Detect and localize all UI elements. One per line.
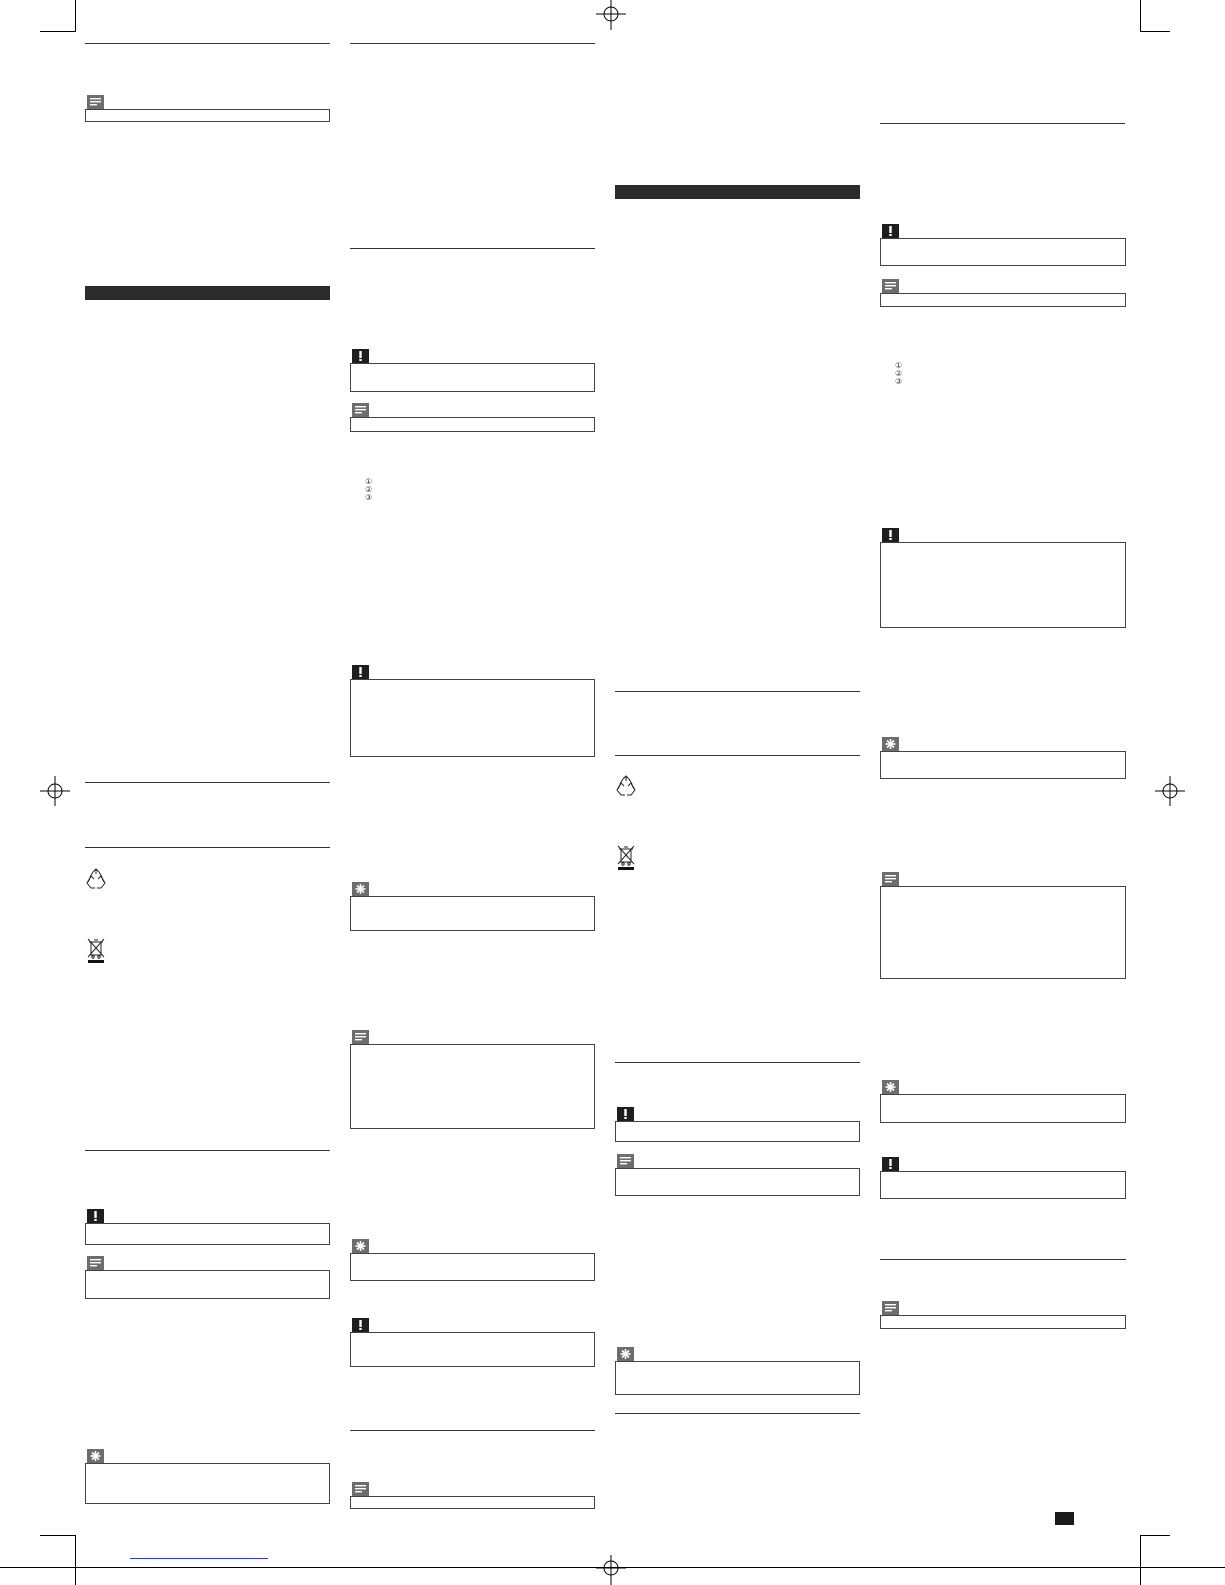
recycle-icon xyxy=(615,775,637,797)
asterisk-icon xyxy=(352,1239,369,1253)
section-rule xyxy=(880,123,1125,124)
recycle-icon xyxy=(85,868,107,890)
asterisk-icon xyxy=(87,1449,104,1463)
section-rule xyxy=(615,1413,860,1414)
note-icon xyxy=(352,403,369,417)
exclamation-icon xyxy=(882,224,899,238)
section-rule xyxy=(615,755,860,756)
section-rule xyxy=(350,43,595,44)
crossed-bin-icon xyxy=(615,845,637,871)
warning-box xyxy=(350,1332,595,1367)
step-markers xyxy=(895,362,902,386)
step-marker-2: ② xyxy=(895,369,903,378)
step-marker-2: ② xyxy=(365,485,373,494)
registration-target-right xyxy=(1155,776,1185,806)
link-underline xyxy=(130,1558,268,1559)
exclamation-icon xyxy=(87,1209,104,1223)
tip-box xyxy=(350,1253,595,1281)
chapter-heading-bar xyxy=(85,286,330,300)
warning-box xyxy=(880,238,1126,266)
note-box xyxy=(350,1496,595,1509)
note-icon xyxy=(352,1482,369,1496)
section-rule xyxy=(85,1150,330,1151)
tip-box xyxy=(880,751,1126,779)
note-icon xyxy=(352,1030,369,1044)
warning-box xyxy=(350,363,595,392)
warning-box xyxy=(85,1223,330,1245)
note-icon xyxy=(87,1256,104,1270)
tip-box xyxy=(615,1361,860,1395)
note-box xyxy=(615,1168,860,1196)
exclamation-icon xyxy=(617,1107,634,1121)
warning-box xyxy=(880,1171,1126,1199)
registration-target-left xyxy=(40,776,70,806)
asterisk-icon xyxy=(352,882,369,896)
tip-box xyxy=(880,1094,1126,1123)
note-icon xyxy=(882,279,899,293)
step-marker-3: ③ xyxy=(365,493,373,502)
tip-box xyxy=(85,1463,330,1504)
step-markers xyxy=(365,478,372,502)
note-box xyxy=(85,109,330,122)
asterisk-icon xyxy=(882,737,899,751)
note-box xyxy=(880,293,1126,307)
registration-target-bottom xyxy=(596,1555,626,1585)
note-box xyxy=(880,1315,1126,1329)
section-rule xyxy=(350,1430,595,1431)
note-box xyxy=(350,1044,595,1129)
warning-box xyxy=(350,679,595,757)
page-number-badge xyxy=(1055,1512,1074,1525)
asterisk-icon xyxy=(882,1080,899,1094)
section-rule xyxy=(85,847,330,848)
exclamation-icon xyxy=(882,1157,899,1171)
step-marker-3: ③ xyxy=(895,377,903,386)
section-rule xyxy=(350,248,595,249)
note-icon xyxy=(882,872,899,886)
note-icon xyxy=(882,1301,899,1315)
step-marker-1: ① xyxy=(365,477,373,486)
section-rule xyxy=(615,1062,860,1063)
warning-box xyxy=(880,542,1126,628)
step-marker-1: ① xyxy=(895,361,903,370)
exclamation-icon xyxy=(352,1318,369,1332)
note-box xyxy=(880,886,1126,979)
crossed-bin-icon xyxy=(85,938,107,964)
note-icon xyxy=(617,1154,634,1168)
note-box xyxy=(85,1270,330,1299)
chapter-heading-bar xyxy=(615,185,860,199)
registration-target-top xyxy=(596,0,626,30)
section-rule xyxy=(880,1259,1126,1260)
note-icon xyxy=(87,95,104,109)
section-rule xyxy=(85,782,330,783)
asterisk-icon xyxy=(617,1347,634,1361)
section-rule xyxy=(85,43,330,44)
note-box xyxy=(350,417,595,432)
warning-box xyxy=(615,1121,860,1142)
exclamation-icon xyxy=(882,528,899,542)
exclamation-icon xyxy=(352,665,369,679)
tip-box xyxy=(350,896,595,931)
section-rule xyxy=(615,691,860,692)
exclamation-icon xyxy=(352,349,369,363)
